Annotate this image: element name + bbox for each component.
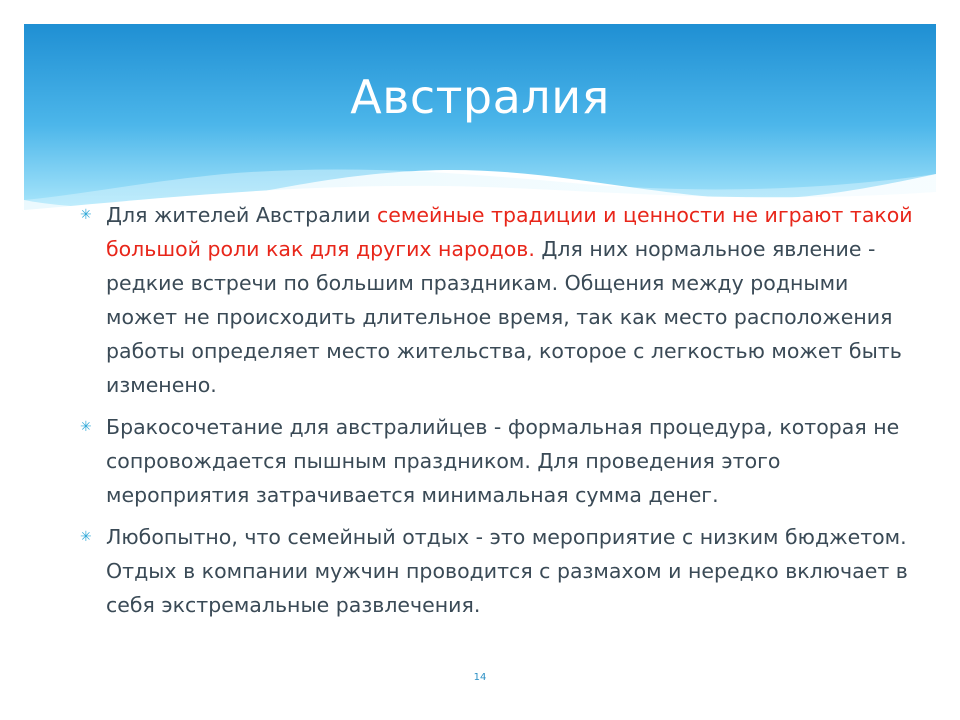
- page-number: 14: [473, 672, 487, 683]
- list-item: [80, 520, 920, 622]
- slide-title: Австралия: [350, 70, 610, 124]
- highlighted-text: семейные традиции и ценности не играют такой большой роли как для других народов.: [106, 203, 913, 261]
- bullet-text: Любопытно, что семейный отдых - это мероприятие с низким бюджетом. Отдых в компании мужчин проводится с размахом и нередко включает в себя экстремальные развлечения.: [106, 525, 908, 617]
- asterisk-bullet-icon: ✳: [80, 529, 92, 545]
- list-item: [80, 198, 920, 402]
- asterisk-bullet-icon: ✳: [80, 207, 92, 223]
- bullet-text: Для жителей Австралии семейные традиции и ценности не играют такой большой роли как для других народов. Для них нормальное явление - редкие встречи по большим праздникам. Общения между родными может не происходить длительное время, так как место расположения работы определяет место жительства, которое с легкостью может быть изменено.: [106, 203, 913, 397]
- bullet-list: [80, 198, 920, 630]
- asterisk-bullet-icon: ✳: [80, 419, 92, 435]
- bullet-text: Бракосочетание для австралийцев - формальная процедура, которая не сопровождается пышным праздником. Для проведения этого мероприятия затрачивается минимальная сумма денег.: [106, 415, 900, 507]
- list-item: [80, 410, 920, 512]
